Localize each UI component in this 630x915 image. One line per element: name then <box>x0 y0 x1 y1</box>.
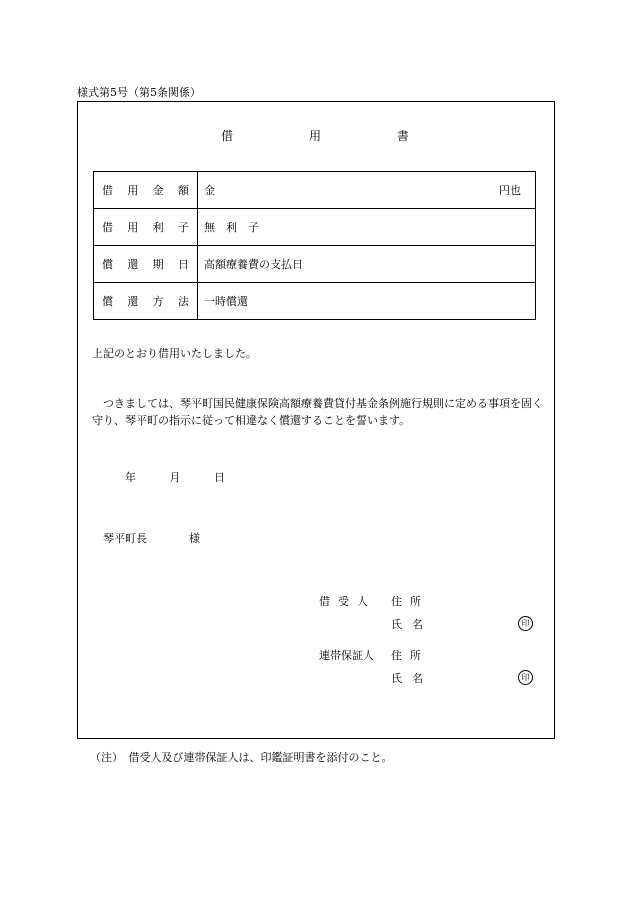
guarantor-address-label: 住所 <box>391 649 429 662</box>
label-char: 償 <box>102 258 113 271</box>
label-char: 利 <box>152 221 164 234</box>
title-char-1: 借 <box>221 129 234 143</box>
label-char: 用 <box>127 184 139 197</box>
label-char: 用 <box>127 221 139 234</box>
form-number: 様式第5号（第5条関係） <box>77 86 201 99</box>
row-value-amount <box>198 172 536 209</box>
table-row <box>94 246 536 283</box>
label-char: 法 <box>177 295 189 308</box>
label-char: 日 <box>177 258 189 271</box>
label-char: 子 <box>177 221 189 234</box>
label-char: 方 <box>152 295 164 308</box>
statement-text: 上記のとおり借用いたしました。 <box>92 347 257 360</box>
row-label-due-date <box>94 246 198 283</box>
label-char: 借 <box>102 221 113 234</box>
label-char: 借 <box>102 184 113 197</box>
addressee-name: 琴平町長 <box>103 532 147 545</box>
row-label-method <box>94 283 198 320</box>
title-char-3: 書 <box>396 129 409 143</box>
label-char: 還 <box>127 258 139 271</box>
title-char-2: 用 <box>308 129 321 143</box>
borrower-seal-icon: 印 <box>518 616 533 631</box>
pledge-text: つきましては、琴平町国民健康保険高額療養費貸付基金条例施行規則に定める事項を固く守り、琴平町の指示に従って相違なく償還することを誓います。 <box>92 397 543 427</box>
addressee <box>103 533 200 544</box>
borrower-name-label: 氏名 <box>391 618 433 631</box>
document-title <box>0 130 630 142</box>
label-char: 還 <box>127 295 139 308</box>
date-day: 日 <box>214 471 225 484</box>
row-label-text <box>94 219 197 235</box>
row-value-method: 一時償還 <box>198 283 536 320</box>
table-row <box>94 283 536 320</box>
label-char: 期 <box>152 258 164 271</box>
label-char: 金 <box>152 184 164 197</box>
row-label-amount <box>94 172 198 209</box>
label-char: 額 <box>177 184 189 197</box>
date-month: 月 <box>169 471 181 484</box>
borrower-address-label: 住所 <box>391 595 429 608</box>
row-value-interest: 無 利 子 <box>198 209 536 246</box>
amount-prefix: 金 <box>204 184 215 197</box>
date-line <box>125 472 255 483</box>
label-char: 償 <box>102 295 113 308</box>
loan-details-table <box>93 171 536 320</box>
row-value-due-date: 高額療養費の支払日 <box>198 246 536 283</box>
date-year: 年 <box>125 471 136 484</box>
guarantor-name-label: 氏名 <box>391 672 433 685</box>
row-label-text <box>94 182 197 198</box>
amount-suffix: 円也 <box>499 184 521 197</box>
guarantor-seal-icon: 印 <box>518 670 533 685</box>
table-row <box>94 209 536 246</box>
guarantor-role: 連帯保証人 <box>319 649 374 662</box>
row-label-text <box>94 293 197 309</box>
borrower-role: 借受人 <box>319 595 376 608</box>
row-label-interest <box>94 209 198 246</box>
table-row <box>94 172 536 209</box>
row-label-text <box>94 256 197 272</box>
footnote: （注） 借受人及び連帯保証人は、印鑑証明書を添付のこと。 <box>90 751 393 764</box>
addressee-honorific: 様 <box>189 532 200 545</box>
